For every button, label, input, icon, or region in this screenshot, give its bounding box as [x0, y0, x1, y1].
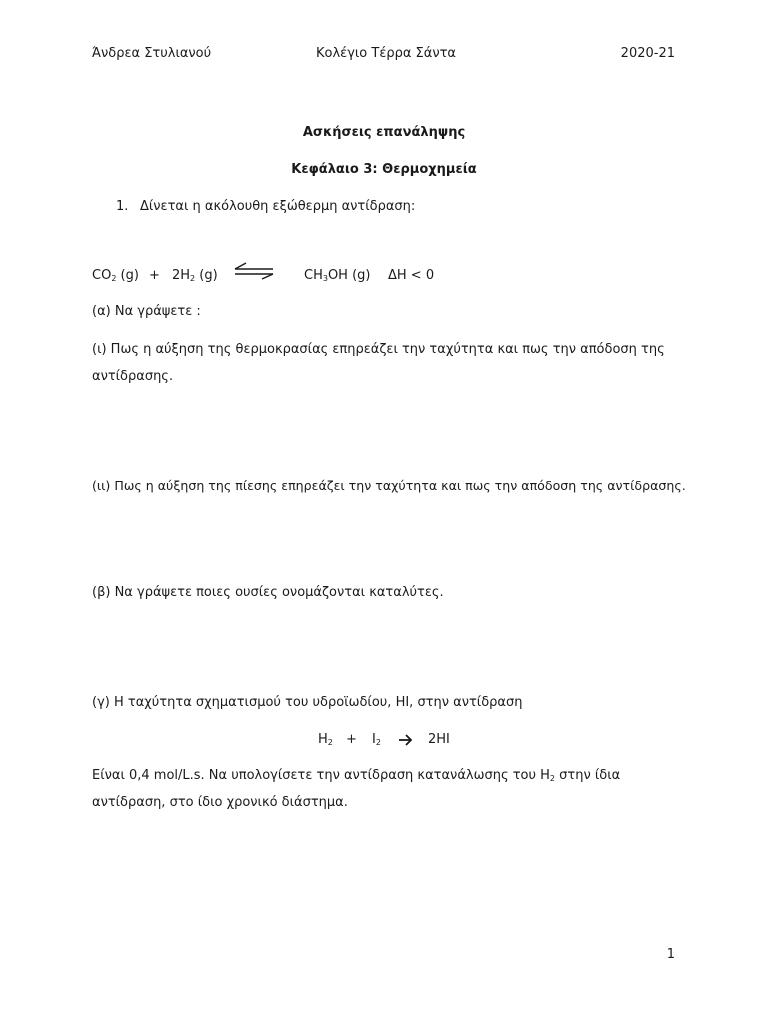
- header-year: 2020-21: [620, 46, 675, 61]
- enthalpy-change: ΔΗ < 0: [388, 268, 435, 283]
- plus-sign: +: [149, 268, 160, 283]
- reactant-i2: $I_2$: [372, 732, 381, 747]
- page-number: 1: [666, 947, 675, 962]
- part-b: (β) Να γράψετε ποιες ουσίες ονομάζονται καταλύτες.: [92, 585, 444, 600]
- part-a-ii: (ιι) Πως η αύξηση της πίεσης επηρεάζει την ταχύτητα και πως την απόδοση της αντίδρασης.: [92, 478, 686, 493]
- header-school: Κολέγιο Τέρρα Σάντα: [316, 46, 456, 61]
- part-a-label: (α) Να γράψετε :: [92, 304, 201, 319]
- question-number: 1.: [116, 199, 129, 214]
- product-hi: 2HI: [428, 732, 450, 747]
- header-author: Άνδρεα Στυλιανού: [92, 46, 212, 61]
- reactant-co2: $CO_2$ (g): [92, 268, 139, 283]
- question-text: Δίνεται η ακόλουθη εξώθερμη αντίδραση:: [140, 199, 416, 214]
- part-c-text: Είναι 0,4 mol/L.s. Να υπολογίσετε την αντίδραση κατανάλωσης του $H_2$ στην ίδια αντίδραση, στο ίδιο χρονικό διάστημα.: [92, 768, 621, 810]
- plus-sign-eq2: +: [346, 732, 357, 747]
- arrow-right-icon: [398, 733, 414, 747]
- chapter-title: Κεφάλαιο 3: Θερμοχημεία: [291, 162, 477, 177]
- equilibrium-arrow-icon: [232, 262, 276, 280]
- reactant-h2-eq2: $H_2$: [318, 732, 333, 747]
- reactant-h2: $2H_2$ (g): [172, 268, 218, 283]
- part-a-i: (ι) Πως η αύξηση της θερμοκρασίας επηρεάζει την ταχύτητα και πως την απόδοση της αντίδρασης.: [92, 342, 665, 384]
- product-ch3oh: $CH_3OH$ (g): [304, 268, 371, 283]
- part-c: (γ) Η ταχύτητα σχηματισμού του υδροϊωδίου, HI, στην αντίδραση: [92, 695, 523, 710]
- page-title: Ασκήσεις επανάληψης: [302, 125, 466, 140]
